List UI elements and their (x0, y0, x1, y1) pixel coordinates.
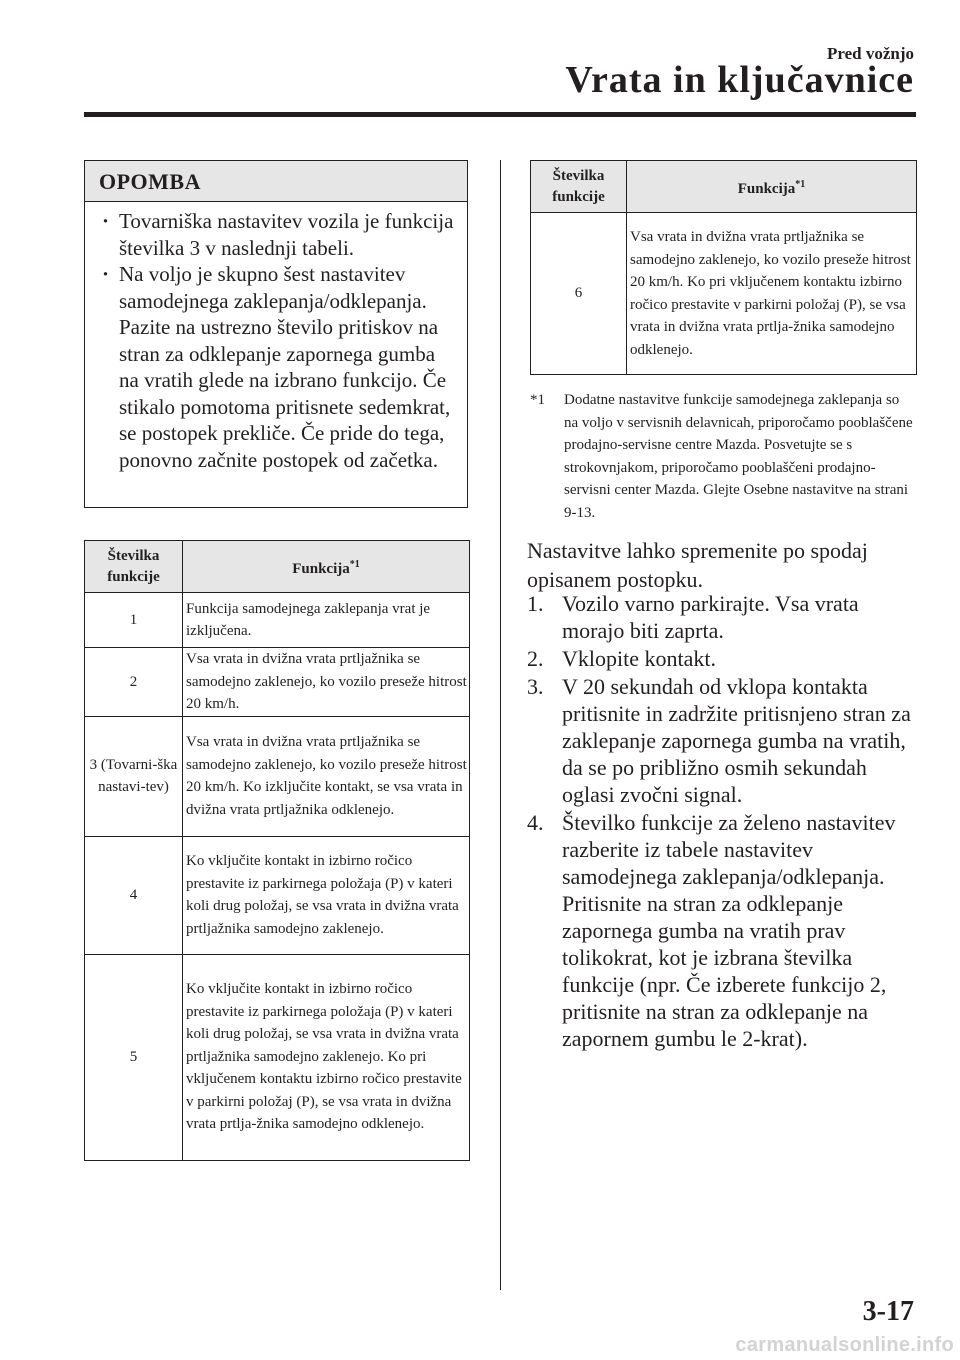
procedure-step (527, 645, 919, 672)
table-footnote (530, 389, 916, 524)
step-number: 3. (527, 674, 544, 699)
note-bullet-text: Tovarniška nastavitev vozila je funkcija številka 3 v naslednji tabeli. (119, 209, 454, 260)
function-description: Vsa vrata in dvižna vrata prtljažnika se samodejno zaklenejo, ko vozilo preseže hitrost 20 km/h. (183, 648, 470, 717)
function-number: 4 (85, 836, 183, 954)
step-number: 1. (527, 591, 544, 616)
bullet-dot-icon: · (102, 209, 110, 233)
footnote-mark: *1 (530, 392, 545, 408)
header-rule (84, 112, 916, 117)
function-number: 3 (Tovarni-ška nastavi-tev) (85, 716, 183, 836)
function-description: Vsa vrata in dvižna vrata prtljažnika se samodejno zaklenejo, ko vozilo preseže hitrost 20 km/h. Ko pri vključenem kontaktu izbirno ročico prestavite v parkirni položaj (P), se vsa vrata in dvižna vrata prtlja-žnika samodejno odklenejo. (627, 213, 917, 375)
note-heading: OPOMBA (85, 161, 467, 202)
footnote-text: Dodatne nastavitve funkcije samodejnega zaklepanja so na voljo v servisnih delavnicah, priporočamo pooblaščene prodajno-servisne centre Mazda. Posvetujte se s strokovnjakom, priporočamo pooblaščeni prodajno-servisni center Mazda. Glejte Osebne nastavitve na strani 9-13. (564, 392, 913, 521)
table-row (85, 954, 470, 1160)
step-text: V 20 sekundah od vklopa kontakta pritisnite in zadržite pritisnjeno stran za zaklepanje zapornega gumba na vratih, da se po približno osmih sekundah oglasi zvočni signal. (562, 674, 911, 807)
function-number: 1 (85, 593, 183, 648)
column-header-number: Številka funkcije (531, 161, 627, 213)
step-text: Vklopite kontakt. (562, 646, 716, 671)
note-body (85, 202, 467, 473)
step-text: Številko funkcije za želeno nastavitev razberite iz tabele nastavitev samodejnega zaklepanja/odklepanja. Pritisnite na stran za odklepanje zapornega gumba na vratih prav tolikokrat, kot je izbrana številka funkcije (npr. Če izberete funkcijo 2, pritisnite na stran za odklepanje na zapornem gumbu le 2-krat). (562, 810, 896, 1051)
function-description: Ko vključite kontakt in izbirno ročico prestavite iz parkirnega položaja (P) v kateri koli drug položaj, se vsa vrata in dvižna vrata prtljažnika samodejno zaklenejo. Ko pri vključenem kontaktu izbirno ročico prestavite v parkirni položaj (P), se vsa vrata in dvižna vrata prtlja-žnika samodejno odklenejo. (183, 954, 470, 1160)
note-bullet (99, 208, 457, 261)
step-text: Vozilo varno parkirajte. Vsa vrata morajo biti zaprta. (562, 591, 859, 643)
note-bullet-text: Na voljo je skupno šest nastavitev samodejnega zaklepanja/odklepanja. Pazite na ustrezno število pritiskov na stran za odklepanje zapornega gumba na vratih glede na izbrano funkcijo. Če stikalo pomotoma pritisnete sedemkrat, se postopek prekliče. Če pride do tega, ponovno začnite postopek od začetka. (119, 262, 451, 472)
table-row (85, 648, 470, 717)
column-header-function: Funkcija$^{*1}$ (627, 161, 917, 213)
step-number: 4. (527, 810, 544, 835)
table-header-row (531, 161, 917, 213)
table-row (531, 213, 917, 375)
function-description: Funkcija samodejnega zaklepanja vrat je izključena. (183, 593, 470, 648)
function-table-part-2 (530, 160, 917, 375)
note-box (84, 160, 468, 508)
table-row (85, 716, 470, 836)
function-table-part-1 (84, 540, 470, 1161)
watermark: carmanualsonline.info (735, 1334, 954, 1356)
bullet-dot-icon: · (102, 262, 110, 286)
procedure-steps (527, 590, 919, 1053)
footnote-ref: *1 (349, 558, 360, 570)
function-number: 2 (85, 648, 183, 717)
footnote-ref: *1 (795, 178, 806, 190)
function-number: 5 (85, 954, 183, 1160)
column-header-number: Številka funkcije (85, 541, 183, 593)
function-number: 6 (531, 213, 627, 375)
note-bullet (99, 261, 457, 473)
function-description: Ko vključite kontakt in izbirno ročico prestavite iz parkirnega položaja (P) v kateri koli drug položaj, se vsa vrata in dvižna vrata prtljažnika samodejno zaklenejo. (183, 836, 470, 954)
procedure-step (527, 590, 919, 644)
table-row (85, 836, 470, 954)
function-description: Vsa vrata in dvižna vrata prtljažnika se samodejno zaklenejo, ko vozilo preseže hitrost 20 km/h. Ko izključite kontakt, se vsa vrata in dvižna vrata prtljažnika odklenejo. (183, 716, 470, 836)
column-header-function: Funkcija$^{*1}$ (183, 541, 470, 593)
step-number: 2. (527, 646, 544, 671)
table-row (85, 593, 470, 648)
procedure-intro: Nastavitve lahko spremenite po spodaj opisanem postopku. (527, 538, 868, 592)
table-header-row (85, 541, 470, 593)
page-title: Vrata in ključavnice (565, 59, 914, 101)
page-number: 3-17 (862, 1296, 914, 1327)
procedure-step (527, 673, 919, 808)
column-divider (500, 160, 501, 1290)
procedure-step (527, 809, 919, 1052)
section-label: Pred vožnjo (826, 44, 914, 63)
